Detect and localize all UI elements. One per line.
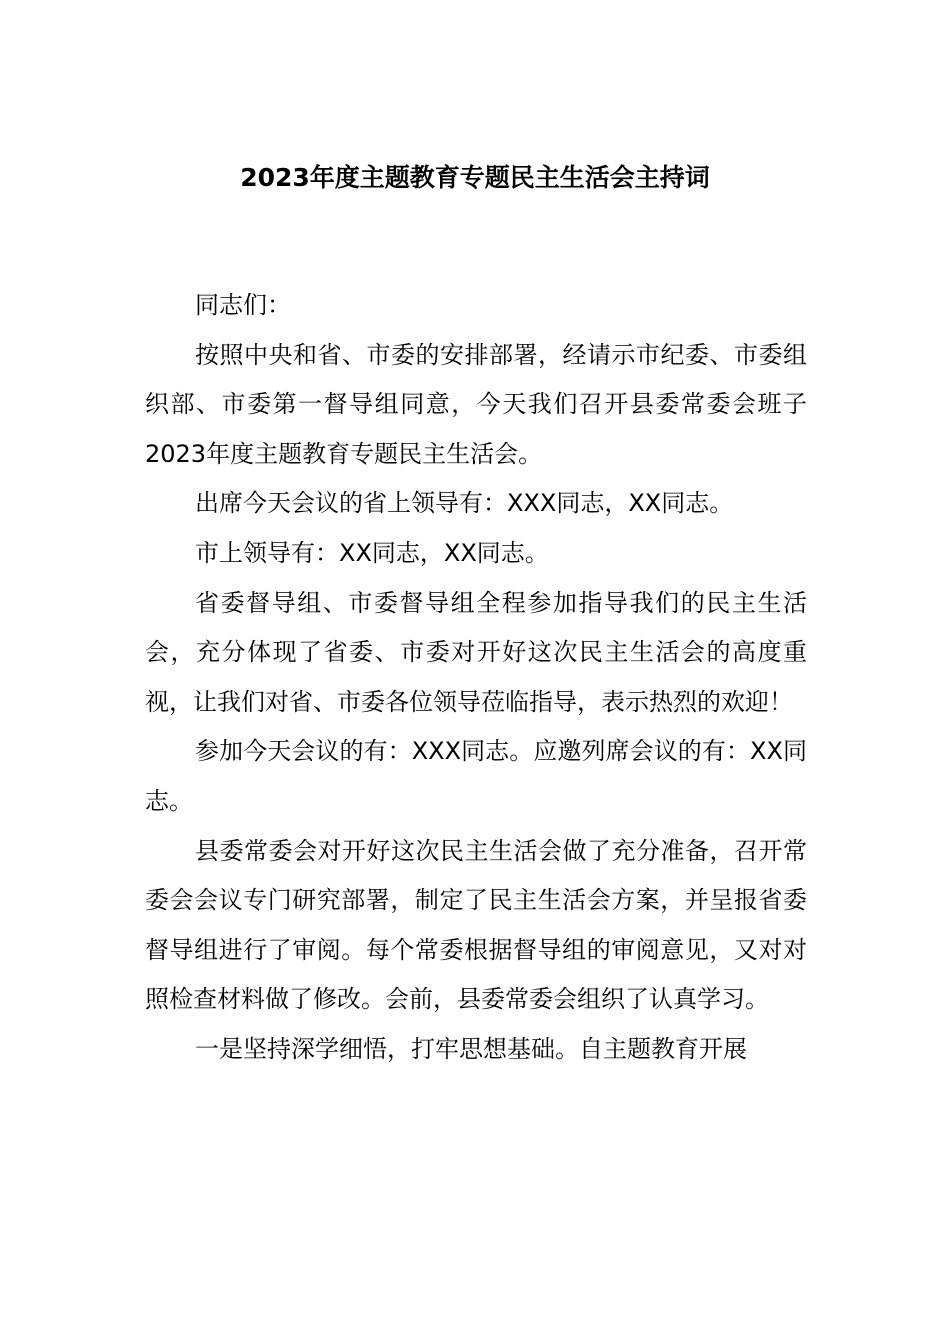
document-body [145, 281, 807, 1075]
paragraph-point-one: 一是坚持深学细悟，打牢思想基础。自主题教育开展 [195, 1034, 747, 1063]
document-title: 2023年度主题教育专题民主生活会主持词 [240, 163, 710, 192]
paragraph-city-leaders: 市上领导有：XX同志，XX同志。 [195, 538, 549, 567]
paragraph-provincial-leaders: 出席今天会议的省上领导有：XXX同志，XX同志。 [195, 489, 734, 518]
paragraph-preparation: 县委常委会对开好这次民主生活会做了充分准备，召开常委会会议专门研究部署，制定了民主生活会方案，并呈报省委督导组进行了审阅。每个常委根据督导组的审阅意见，又对对照检查材料做了修改。会前，县委常委会组织了认真学习。 [145, 836, 807, 1014]
paragraph-greeting: 同志们： [195, 291, 291, 319]
paragraph-attendees: 参加今天会议的有：XXX同志。应邀列席会议的有：XX同志。 [145, 737, 807, 815]
paragraph-intro: 按照中央和省、市委的安排部署，经请示市纪委、市委组织部、市委第一督导组同意，今天我们召开县委常委会班子2023年度主题教育专题民主生活会。 [145, 340, 807, 468]
paragraph-welcome: 省委督导组、市委督导组全程参加指导我们的民主生活会，充分体现了省委、市委对开好这次民主生活会的高度重视，让我们对省、市委各位领导莅临指导，表示热烈的欢迎！ [145, 588, 807, 716]
